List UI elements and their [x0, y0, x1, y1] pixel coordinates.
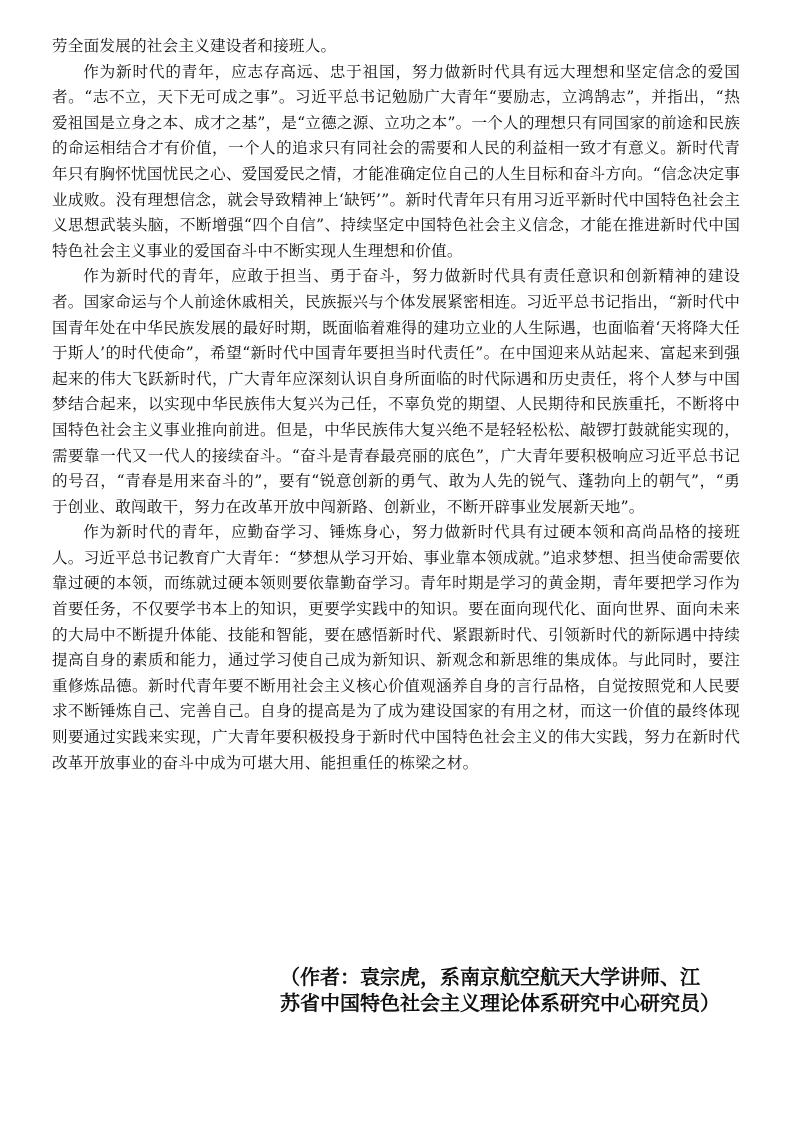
paragraph-builder: 作为新时代的青年，应敢于担当、勇于奋斗，努力做新时代具有责任意识和创新精神的建设者。国家命运与个人前途休戚相关，民族振兴与个体发展紧密相连。习近平总书记指出，“新时代中国青年处在中华民族发展的最好时期，既面临着难得的建功立业的人生际遇，也面临着‘天将降大任于斯人’的时代使命”，希望“新时代中国青年要担当时代责任”。在中国迎来从站起来、富起来到强起来的伟大飞跃新时代，广大青年应深刻认识自身所面临的时代际遇和历史责任，将个人梦与中国梦结合起来，以实现中华民族伟大复兴为己任，不辜负党的期望、人民期待和民族重托，不断将中国特色社会主义事业推向前进。但是，中华民族伟大复兴绝不是轻轻松松、敲锣打鼓就能实现的，需要靠一代又一代人的接续奋斗。“奋斗是青春最亮丽的底色”，广大青年要积极响应习近平总书记的号召，“青春是用来奋斗的”，要有“锐意创新的勇气、敢为人先的锐气、蓬勃向上的朝气”，“勇于创业、敢闯敢干，努力在改革开放中闯新路、创新业，不断开辟事业发展新天地”。 [52, 267, 740, 516]
author-note-line-1: （作者：袁宗虎，系南京航空航天大学讲师、江 [280, 965, 700, 989]
paragraph-patriot: 作为新时代的青年，应志存高远、忠于祖国，努力做新时代具有远大理想和坚定信念的爱国者。“志不立，天下无可成之事”。习近平总书记勉励广大青年“要励志，立鸿鹄志”，并指出，“热爱祖国是立身之本、成才之基”，是“立德之源、立功之本”。一个人的理想只有同国家的前途和民族的命运相结合才有价值，一个人的追求只有同社会的需要和人民的利益相一致才有意义。新时代青年只有胸怀忧国忧民之心、爱国爱民之情，才能准确定位自己的人生目标和奋斗方向。“信念决定事业成败。没有理想信念，就会导致精神上‘缺钙’”。新时代青年只有用习近平新时代中国特色社会主义思想武装头脑，不断增强“四个自信”、持续坚定中国特色社会主义信念，才能在推进新时代中国特色社会主义事业的爱国奋斗中不断实现人生理想和价值。 [52, 62, 740, 260]
paragraph-successor: 作为新时代的青年，应勤奋学习、锤炼身心，努力做新时代具有过硬本领和高尚品格的接班人。习近平总书记教育广大青年：“梦想从学习开始、事业靠本领成就。”追求梦想、担当使命需要依靠过硬的本领，而练就过硬本领则要依靠勤奋学习。青年时期是学习的黄金期，青年要把学习作为首要任务，不仅要学书本上的知识，更要学实践中的知识。要在面向现代化、面向世界、面向未来的大局中不断提升体能、技能和智能，要在感悟新时代、紧跟新时代、引领新时代的新际遇中持续提高自身的素质和能力，通过学习使自己成为新知识、新观念和新思维的集成体。与此同时，要注重修炼品德。新时代青年要不断用社会主义核心价值观涵养自身的言行品格，自觉按照党和人民要求不断锤炼自己、完善自己。自身的提高是为了成为建设国家的有用之材，而这一价值的最终体现则要通过实践来实现，广大青年要积极投身于新时代中国特色社会主义的伟大实践，努力在新时代改革开放事业的奋斗中成为可堪大用、能担重任的栋梁之材。 [52, 523, 740, 772]
article-body [52, 34, 740, 776]
author-note [280, 964, 756, 1016]
author-note-line-2: 苏省中国特色社会主义理论体系研究中心研究员） [280, 991, 720, 1015]
paragraph-continuation: 劳全面发展的社会主义建设者和接班人。 [52, 37, 337, 55]
